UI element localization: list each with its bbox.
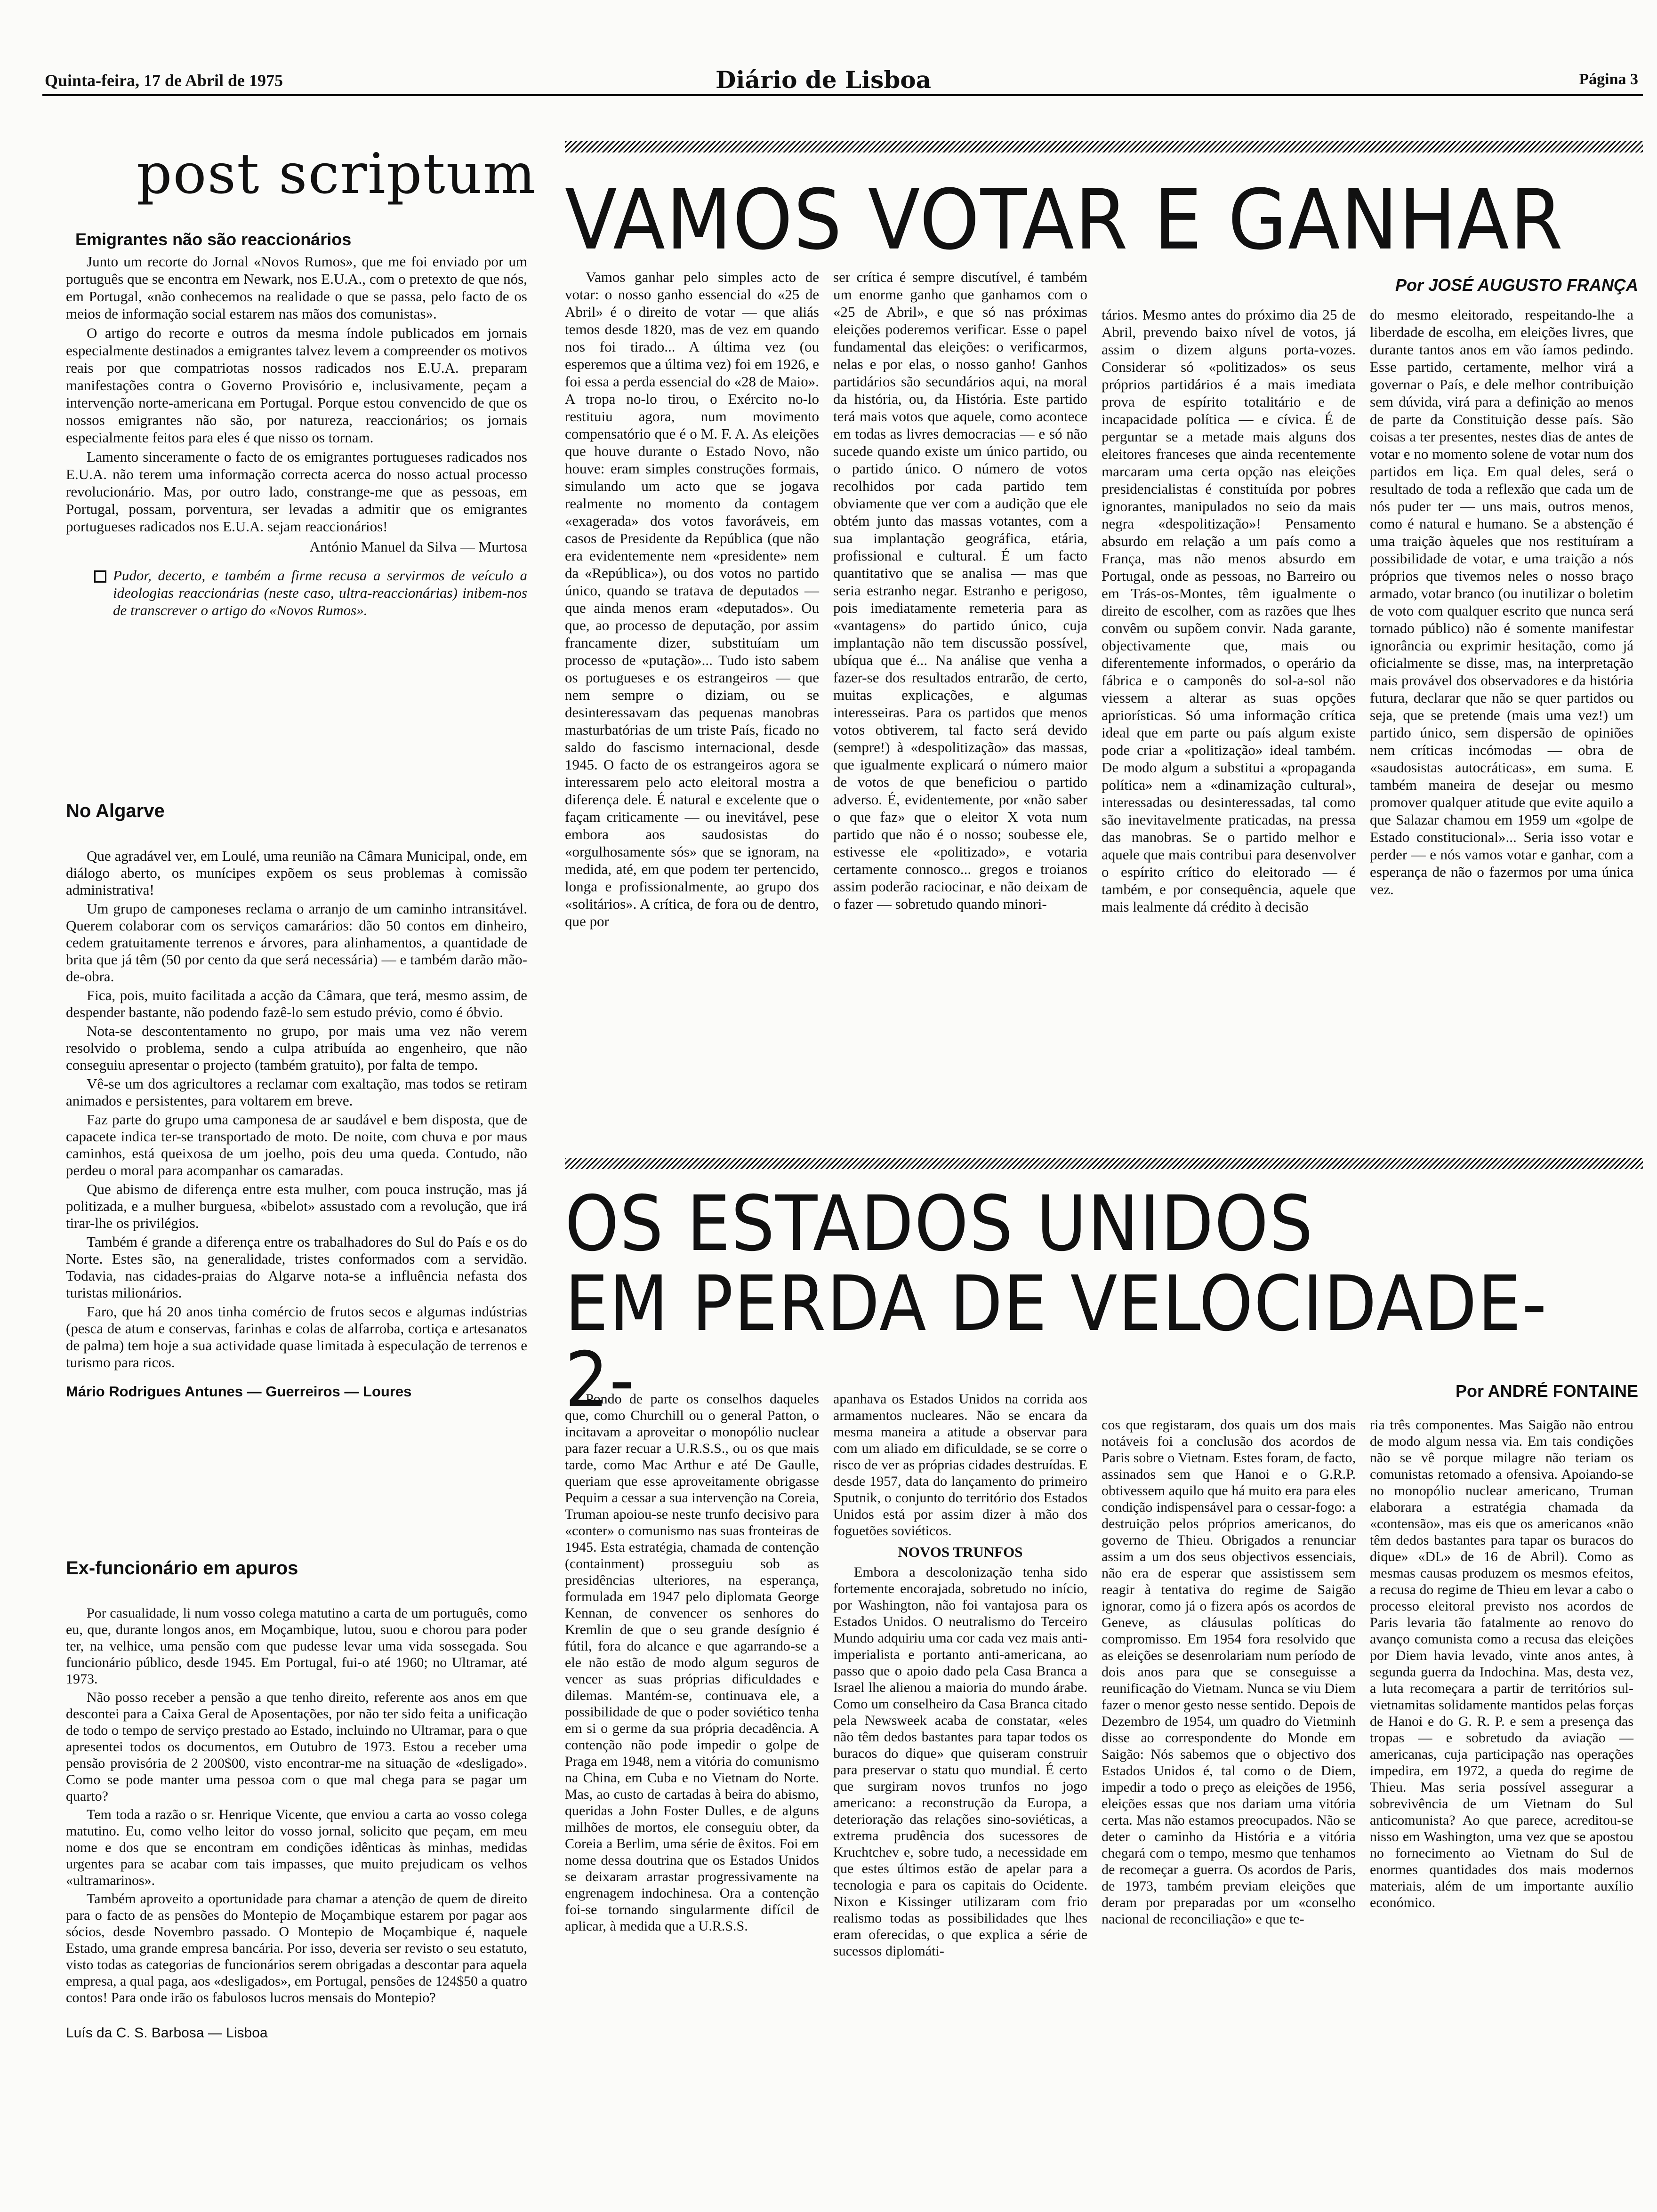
- hatch-rule-middle: [565, 1158, 1643, 1169]
- paragraph: Que abismo de diferença entre esta mulher, com pouca instrução, mas já politizada, e a mulher burguesa, «bibelot» assustado com a revolução, que irá tirar-lhe os privilégios.: [66, 1181, 527, 1231]
- paragraph: Por casualidade, li num vosso colega matutino a carta de um português, como eu, que, durante longos anos, em Moçambique, lutou, suou e chorou para poder ter, na velhice, uma pensão com que pudesse levar uma vida sossegada. Sou funcionário público, desde 1945. Em Portugal, fui-o até 1960; no Ultramar, até 1973.: [66, 1605, 527, 1687]
- article1-byline: Por JOSÉ AUGUSTO FRANÇA: [1395, 275, 1638, 295]
- paragraph: Pondo de parte os conselhos daqueles que, como Churchill ou o general Patton, o incitavam a aproveitar o monopólio nuclear para fazer recuar a U.R.S.S., ou os que mais tarde, como Mac Arthur e até De Gaulle, queriam que esse aproveitamente obrigasse Pequim a cessar a sua intervenção na Coreia, Truman apoiou-se neste trunfo decisivo para «conter» o comunismo nas suas fronteiras de 1945. Esta estratégia, chamada de contenção (containment) prosseguiu sob as presidências ulteriores, na esperança, formulada em 1947 pelo diplomata George Kennan, de convencer os senhores do Kremlin de que o seu grande desígnio é fútil, fora do alcance e que agarrando-se a ele não estão de modo algum seguros de vencer as suas próprias dificuldades e dilemas. Mantém-se, continuava ele, a possibilidade de que o poder soviético tenha em si o germe da sua própria decadência. A contenção não pode impedir o golpe de Praga em 1948, nem a vitória do comunismo na China, em Cuba e no Vietnam do Norte. Mas, ao custo de cartadas à beira do abismo, queridas a John Foster Dulles, e de alguns milhões de mortos, ele conseguiu obter, da Coreia a Berlim, uma série de êxitos. Foi em nome dessa doutrina que os Estados Unidos se deixaram arrastar progressivamente na engrenagem indochinesa. Ora a contenção foi-se tornando singularmente difícil de aplicar, à medida que a U.R.S.S.: [565, 1391, 819, 1934]
- paragraph: Vê-se um dos agricultores a reclamar com exaltação, mas todos se retiram animados e persistentes, para voltarem em breve.: [66, 1075, 527, 1109]
- article1-column-3: [1102, 306, 1356, 917]
- article2-column-3: [1102, 1417, 1356, 1929]
- paragraph: Lamento sinceramente o facto de os emigrantes portugueses radicados nos E.U.A. não terem uma informação correcta acerca do nosso actual processo revolucionário. Mas, por outro lado, constrange-me que as pessoas, em Portugal, possam, porventura, ser levadas a admitir que os emigrantes portugueses radicados nos E.U.A. sejam reaccionários!: [66, 449, 527, 535]
- article1-column-1: [565, 268, 819, 932]
- paragraph: do mesmo eleitorado, respeitando-lhe a liberdade de escolha, em eleições livres, que durante tantos anos em vão íamos pedindo. Esse partido, certamente, melhor virá a governar o País, e dele melhor contribuição sem dúvida, virá para a definição ao menos de parte da Constituição desse país. São coisas a ter presentes, nestes dias de antes de votar e no momento solene de votar num dos partidos em liça. Em qual deles, será o resultado de toda a reflexão que cada um de nós puder ter — uns mais, outros menos, como é natural e humano. Se a abstenção é uma traição àqueles que nos restituíram a possibilidade de votar, e uma traição a nós próprios que tivemos neles o nosso braço armado, votar branco (ou inutilizar o boletim de voto com qualquer escrito que nunca será tornado público) não é somente manifestar ignorância ou exprimir hesitação, como já oficialmente se disse, mas, na interpretação mais provável dos observadores e da história futura, declarar que não se quer partidos ou seja, que se pretende (mais uma vez!) um partido único, sem dispersão de opiniões nem críticas incómodas — obra de «saudosistas autocráticas», em suma. E também maneira de desejar ou mesmo promover qualquer atitude que evite aquilo a que Salazar chamou em 1959 um «golpe de Estado constitucional»... Seria isso votar e perder — e nós vamos votar e ganhar, com a esperança de não o fazermos por uma única vez.: [1370, 306, 1633, 898]
- paragraph: tários. Mesmo antes do próximo dia 25 de Abril, prevendo baixo nível de votos, já assim o dizem alguns porta-vozes. Considerar só «politizados» os seus próprios partidários é a mais imediata prova de espírito totalitário e de incapacidade política — e cívica. É de perguntar se a metade mais alguns dos eleitores franceses que ainda recentemente marcaram uma certa opção nas eleições presidencialistas é constituída por pobres ignorantes, manipulados no seio da mais negra «despolitização»! Pensamento absurdo em relação a um país como a França, mas não menos absurdo em Portugal, onde as pessoas, no Barreiro ou em Trás-os-Montes, têm igualmente o direito de escolher, com as razões que lhes convêm ou supõem convir. Nada garante, objectivamente que, mais ou diferentemente informados, o operário da fábrica e o camponês do sol-a-sol não viessem a alterar as suas opções apriorísticas. Só uma informação crítica ideal que em parte ou país algum existe pode criar a «politização» ideal também. De modo algum a substitui a «propaganda política» nem a «dinamização cultural», interessadas ou desinteressadas, tal como são inevitavelmente praticadas, na pressa das manobras. Se o partido melhor e aquele que mais contribui para desenvolver o espírito crítico do eleitorado — é também, e por consequência, aquele que mais lealmente dá crédito à decisão: [1102, 306, 1356, 915]
- signature: Luís da C. S. Barbosa — Lisboa: [66, 2025, 268, 2041]
- article2-headline-line1: OS ESTADOS UNIDOS: [565, 1180, 1314, 1268]
- editor-note: Pudor, decerto, e também a firme recusa a servirmos de veículo a ideologias reaccionárias (neste caso, ultra-reaccionárias) inibem-nos de transcrever o artigo do «Novos Rumos».: [113, 567, 527, 618]
- issue-date: Quinta-feira, 17 de Abril de 1975: [45, 71, 283, 90]
- paragraph: Faz parte do grupo uma camponesa de ar saudável e bem disposta, que de capacete indica ter-se transportado de moto. De noite, com chuva e por maus caminhos, está queixosa de um joelho, pois deu uma queda. Contudo, não perdeu o moral para acompanhar os camaradas.: [66, 1111, 527, 1178]
- paragraph: Que agradável ver, em Loulé, uma reunião na Câmara Municipal, onde, em diálogo aberto, os munícipes expõem os seus problemas à comissão administrativa!: [66, 848, 527, 898]
- page-number: Página 3: [1579, 71, 1638, 88]
- hatch-rule-top: [565, 141, 1643, 152]
- paragraph: Um grupo de camponeses reclama o arranjo de um caminho intransitável. Querem colaborar com os serviços camarários: dão 50 contos em dinheiro, cedem gratuitamente terrenos e árvores, para alinhamentos, a quantidade de brita que já têm (50 por cento da que será necessária) — e também darão mão-de-obra.: [66, 900, 527, 985]
- paragraph: Também é grande a diferença entre os trabalhadores do Sul do País e os do Norte. Estes são, na generalidade, tristes conformados com a servidão. Todavia, nas cidades-praias do Algarve nota-se a influência nefasta dos turistas milionários.: [66, 1234, 527, 1301]
- signature: António Manuel da Silva — Murtosa: [309, 538, 527, 555]
- section-heading: No Algarve: [66, 801, 165, 821]
- article1-headline: VAMOS VOTAR E GANHAR: [565, 172, 1564, 268]
- sidebar-section-algarve: [66, 802, 527, 1400]
- newspaper-name: Diário de Lisboa: [716, 66, 932, 94]
- article2-column-4: [1370, 1417, 1633, 1913]
- article2-headline-line2: EM PERDA DE VELOCIDADE-2-: [565, 1260, 1548, 1425]
- article2-column-1: [565, 1391, 819, 1936]
- paragraph: Vamos ganhar pelo simples acto de votar: o nosso ganho essencial do «25 de Abril» é o direito de votar — que aliás temos desde 1820, mas de vez em quando nos foi tirado... A última vez (ou esperemos que a última vez) foi em 1926, e foi essa a perda essencial do «28 de Maio». A tropa no-lo tirou, o Exército no-lo restituiu agora, num movimento compensatório que é o M. F. A. As eleições que houve durante o Estado Novo, não houve: eram simples construções formais, simulando um acto que se jogava realmente no momento da contagem «exagerada» dos votos favoráveis, em casos de Presidente da República (que não era evidentemente nem «presidente» nem da «República»), ou dos votos no partido único, quando se tratava de deputados — que ainda menos eram «deputados». Ou que, ao processo de deputação, por assim francamente dizer, substituíam um processo de «putação»... Tudo isto sabem os portugueses e os estrangeiros — que nem sempre o diziam, ou se desinteressavam das pequenas manobras masturbatórias de um triste País, ficado no saldo do fascismo internacional, desde 1945. O facto de os estrangeiros agora se interessarem pelo acto eleitoral mostra a diferença dele. É natural e excelente que o façam criticamente — ou inevitável, pese embora aos saudosistas do «orgulhosamente sós» que se ignoram, na medida, até, em que podem ter pertencido, longa e profissionalmente, ao grupo dos «solitários». A crítica, de fora ou de dentro, que por: [565, 269, 819, 930]
- article1-column-4: [1370, 306, 1633, 900]
- section-heading: Emigrantes não são reaccionários: [75, 230, 352, 249]
- paragraph: ria três componentes. Mas Saigão não entrou de modo algum nessa via. Em tais condições não se vê porque milagre não teriam os comunistas retomado a ofensiva. Apoiando-se no monopólio nuclear americano, Truman elaborara a estratégia chamada da «contensão», mas eis que os americanos «não têm dedos bastantes para tapar os buracos do dique» «DL» de 16 de Abril). Como as mesmas causas produzem os mesmos efeitos, a recusa do regime de Thieu em levar a cabo o processo eleitoral previsto nos acordos de Paris levaria tão fatalmente ao renovo do avanço comunista como a recusa das eleições por Diem havia levado, vinte anos antes, à segunda guerra da Indochina. Mas, desta vez, a luta recomeçara a partir de territórios sul-vietnamitas solidamente mantidos pelas forças de Hanoi e do G. R. P. e sem a presença das tropas — e sobretudo da aviação — americanas, cuja participação nas operações impedira, em 1972, a queda do regime de Thieu. Mas seria possível assegurar a sobrevivência de um Vietnam do Sul anticomunista? Ao que parece, acreditou-se nisso em Washington, uma vez que se apostou no fornecimento ao Vietnam do Sul de enormes quantidades dos mais modernos materiais, além de um importante auxílio económico.: [1370, 1417, 1633, 1910]
- paragraph: apanhava os Estados Unidos na corrida aos armamentos nucleares. Não se encara da mesma maneira a atitude a observar para com um aliado em dificuldade, se se corre o risco de ver as próprias cidades destruídas. E desde 1957, data do lançamento do primeiro Sputnik, o conjunto do território dos Estados Unidos está por assim dizer à mão dos foguetões soviéticos.: [833, 1391, 1087, 1539]
- sidebar-section-ex-funcionario: [66, 1560, 527, 2041]
- paragraph: Também aproveito a oportunidade para chamar a atenção de quem de direito para o facto de as pensões do Montepio de Moçambique estarem por pagar aos sócios, desde Novembro passado. O Montepio de Moçambique é, naquele Estado, uma grande empresa bancária. Por isso, deveria ser revisto o seu estatuto, visto todas as categorias de funcionários serem obrigadas a descontar para aquela empresa, a qual paga, aos «desligados», em Portugal, pensões de 124$50 a quatro contos! Para onde irão os fabulosos lucros mensais do Montepio?: [66, 1891, 527, 2005]
- signature: Mário Rodrigues Antunes — Guerreiros — Loures: [66, 1383, 412, 1400]
- article1-column-2: [833, 268, 1087, 914]
- sidebar: [42, 99, 537, 2193]
- sidebar-section-emigrantes: [66, 231, 527, 619]
- paragraph: Fica, pois, muito facilitada a acção da Câmara, que terá, mesmo assim, de despender bastante, não podendo fazê-lo sem estudo prévio, como é óbvio.: [66, 987, 527, 1020]
- paragraph: Junto um recorte do Jornal «Novos Rumos», que me foi enviado por um português que se encontra em Newark, nos E.U.A., com o pretexto de que nós, em Portugal, «não conhecemos na realidade o que se passa, pelo facto de os meios de informação social estarem nas mãos dos comunistas».: [66, 253, 527, 322]
- paragraph: cos que registaram, dos quais um dos mais notáveis foi a conclusão dos acordos de Paris sobre o Vietnam. Estes foram, de facto, assinados sem que Hanoi e o G.R.P. obtivessem aquilo que há muito era para eles condição indispensável para o cessar-fogo: a destruição pelos próprios americanos, do governo de Thieu. Obrigados a renunciar assim a um dos seus objectivos essenciais, não era de esperar que assistissem sem reagir à tentativa do regime de Saigão ignorar, como já o fizera após os acordos de Geneve, as cláusulas políticas do compromisso. Em 1954 fora resolvido que as eleições se desenrolariam num período de dois anos para que se conseguisse a reunificação do Vietnam. Nunca se viu Diem fazer o menor gesto nesse sentido. Depois de Dezembro de 1954, um quadro do Vietminh disse ao correspondente do Monde em Saigão: Nós sabemos que o objectivo dos Estados Unidos é, tal como o de Diem, impedir a todo o preço as eleições de 1956, eleições essas que nos dariam uma vitória certa. Mas não estamos preocupados. Não se deter o caminho da História e a vitória chegará com o tempo, mesmo que tenhamos de recomeçar a guerra. Os acordos de Paris, de 1973, também previam eleições que deram por preparadas por um «conselho nacional de reconciliação» e que te-: [1102, 1417, 1356, 1927]
- paragraph: Tem toda a razão o sr. Henrique Vicente, que enviou a carta ao vosso colega matutino. Eu, como velho leitor do vosso jornal, solicito que peçam, em meu nome e dos que se encontram em condições idênticas às minhas, medidas urgentes para se acabar com tais impasses, que muito prejudicam os velhos «ultramarinos».: [66, 1807, 527, 1888]
- square-bullet-icon: [94, 570, 106, 583]
- article2-byline: Por ANDRÉ FONTAINE: [1455, 1381, 1638, 1401]
- paragraph: Faro, que há 20 anos tinha comércio de frutos secos e algumas indústrias (pesca de atum e conservas, farinhas e colas de alfarroba, cortiça e artesanatos de palma) tem hoje a sua actividade quase limitada à especulação de terrenos e turismo para ricos.: [66, 1303, 527, 1370]
- section-subhead: NOVOS TRUNFOS: [898, 1544, 1023, 1560]
- paragraph: Não posso receber a pensão a que tenho direito, referente aos anos em que descontei para a Caixa Geral de Aposentações, por não ter sido feita a unificação de todo o tempo de serviço prestado ao Estado, incluindo no Ultramar, para o que apresentei todos os documentos, em Outubro de 1973. Estou a receber uma pensão provisória de 2 200$00, visto encontrar-me na situação de «desligado». Como se pode manter uma pessoa com o que mal chega para se pagar um quarto?: [66, 1690, 527, 1804]
- header-rule: [42, 94, 1643, 96]
- article2-column-2: [833, 1391, 1087, 1961]
- section-heading: Ex-funcionário em apuros: [66, 1558, 298, 1579]
- paragraph: O artigo do recorte e outros da mesma índole publicados em jornais especialmente destinados a emigrantes talvez levem a compreender os motivos reais por que compatriotas nossos radicados nos E.U.A. preparam manifestações contra o Governo Provisório e, inclusivamente, peçam a intervenção norte-americana em Portugal. Porque estou convencido de que os nossos emigrantes não são, por natureza, reaccionários; os jornais especialmente feitos para eles é que nisso os tornam.: [66, 325, 527, 446]
- paragraph: Nota-se descontentamento no grupo, por mais uma vez não verem resolvido o problema, sendo a culpa atribuída ao engenheiro, que não conseguiu apresentar o projecto (também gratuito), por falta de tempo.: [66, 1023, 527, 1073]
- paragraph: ser crítica é sempre discutível, é também um enorme ganho que ganhamos com o «25 de Abril», e que só nas próximas eleições poderemos verificar. Esse o papel fundamental das eleições: o verificarmos, nelas e por elas, o nosso ganho! Ganhos partidários são secundários aqui, na moral da história, ou, da História. Este partido terá mais votos que aquele, como acontece em todas as livres democracias — e só não sucede quando existe um único partido, ou o partido único. O número de votos recolhidos por cada partido tem obviamente que ver com a audição que ele obtém junto das massas votantes, com a sua implantação geográfica, etária, profissional e cultural. É um facto quantitativo que se analisa — mas que seria estranho negar. Estranho e perigoso, pois imediatamente remeteria para as «vantagens» do partido único, cuja implantação não tem discussão possível, ubíqua que é... Na análise que venha a fazer-se dos resultados entrarão, de certo, muitas explicações, e algumas interesseiras. Para os partidos que menos votos obtiverem, tal facto será devido (sempre!) à «despolitização» das massas, que igualmente explicará o número maior de votos de que beneficiou o partido adverso. É, evidentemente, por «não saber o que faz» que o eleitor X vota num partido que não é o nosso; soubesse ele, estivesse ele «politizado», e votaria certamente connosco... gregos e troianos assim poderão raciocinar, e não deixam de o fazer — sobretudo quando minori-: [833, 269, 1087, 912]
- paragraph: Embora a descolonização tenha sido fortemente encorajada, sobretudo no início, por Washington, não foi vantajosa para os Estados Unidos. O neutralismo do Terceiro Mundo adquiriu uma cor cada vez mais anti-imperialista e portanto anti-americana, ao passo que o apoio dado pela Casa Branca a Israel lhe alienou a maioria do mundo árabe. Como um conselheiro da Casa Branca citado pela Newsweek acaba de constatar, «eles não têm dedos bastantes para tapar todos os buracos do dique» que quiseram construir para preservar o statu quo mundial. É certo que surgiram novos trunfos no jogo americano: a reconstrução da Europa, a deterioração das relações sino-soviéticas, a extrema prudência dos sucessores de Kruchtchev e, sobre tudo, a necessidade em que estes últimos estão de apelar para a tecnologia e para os capitais do Ocidente. Nixon e Kissinger utilizaram com frio realismo todas as possibilidades que lhes eram oferecidas, o que explica a série de sucessos diplomáti-: [833, 1564, 1087, 1959]
- sidebar-title: post scriptum: [137, 141, 537, 206]
